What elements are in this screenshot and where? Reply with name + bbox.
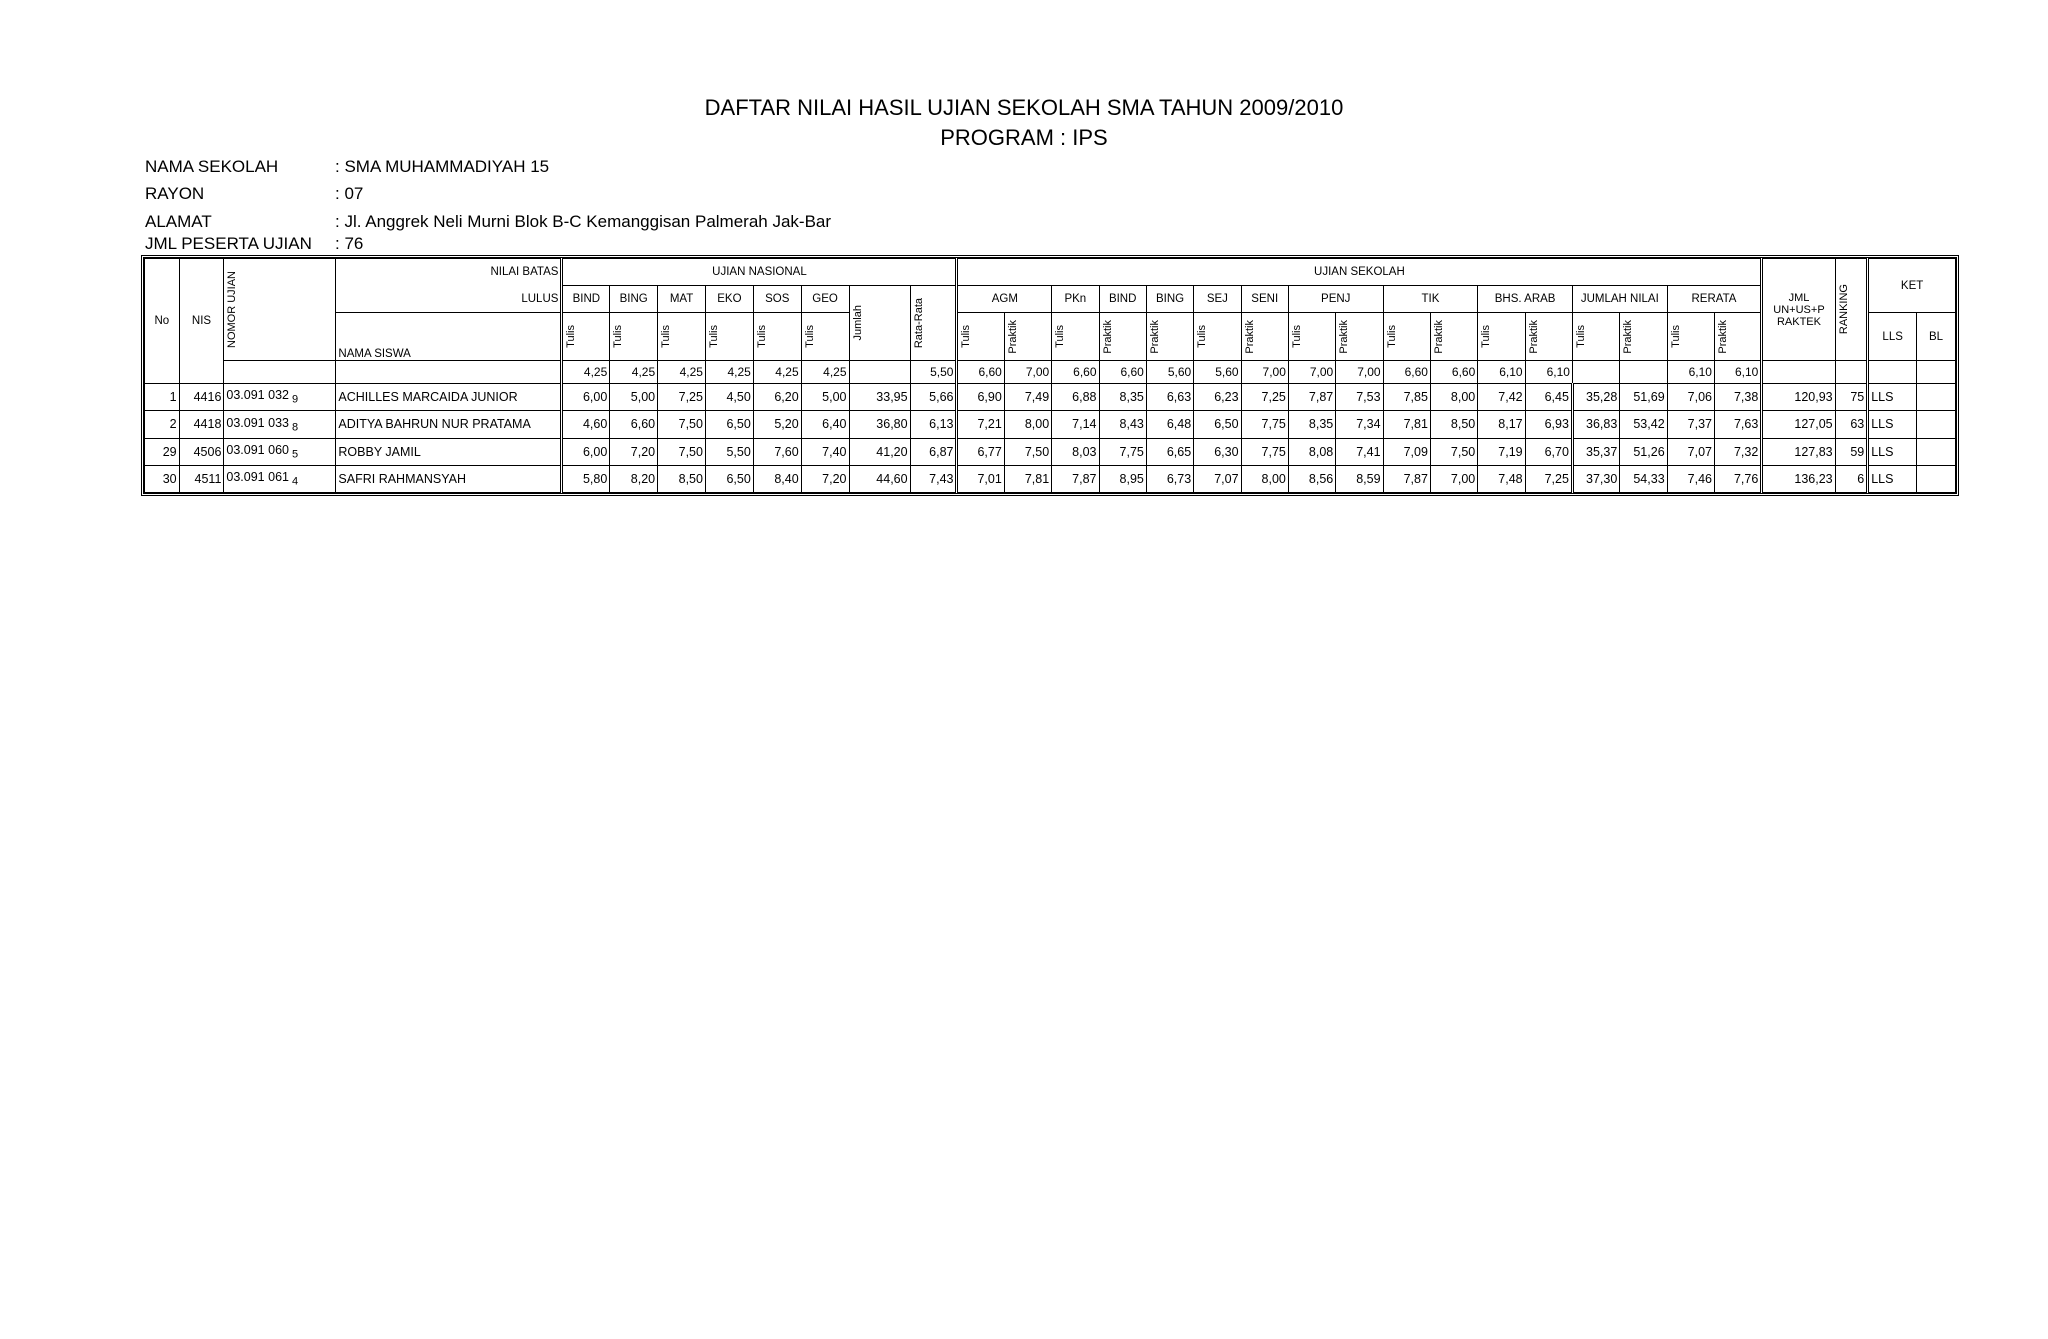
us-score: 7,46	[1667, 465, 1714, 492]
batas-value: 6,60	[957, 361, 1004, 384]
us-subject-header: RERATA	[1667, 286, 1762, 313]
us-score: 7,07	[1194, 465, 1241, 492]
row-lls: LLS	[1868, 411, 1917, 438]
us-score: 35,37	[1572, 438, 1619, 465]
un-score: 7,50	[658, 438, 706, 465]
un-score: 8,50	[658, 465, 706, 492]
un-score: 4,60	[562, 411, 610, 438]
us-score: 7,38	[1714, 384, 1761, 411]
un-score: 5,00	[610, 384, 658, 411]
row-nama: ROBBY JAMIL	[336, 438, 562, 465]
row-no: 1	[145, 384, 180, 411]
us-score: 8,95	[1099, 465, 1146, 492]
us-score: 6,65	[1146, 438, 1193, 465]
batas-value: 6,60	[1430, 361, 1477, 384]
col-header-rata	[910, 286, 957, 361]
program-title: PROGRAM : IPS	[940, 125, 1108, 150]
row-no: 29	[145, 438, 180, 465]
batas-value: 7,00	[1336, 361, 1383, 384]
us-score: 6,23	[1194, 384, 1241, 411]
row-lls: LLS	[1868, 438, 1917, 465]
ranking-label: RANKING	[1837, 284, 1850, 335]
un-score: 7,20	[610, 438, 658, 465]
row-nomor-ujian	[224, 465, 336, 492]
row-jml: 127,83	[1762, 438, 1835, 465]
us-score: 6,30	[1194, 438, 1241, 465]
us-score: 7,01	[957, 465, 1004, 492]
type-label: Praktik	[1148, 319, 1161, 354]
type-label: Tulis	[1480, 325, 1493, 348]
info-address: ALAMAT : Jl. Anggrek Neli Murni Blok B-C Kemanggisan Palmerah Jak-Bar	[145, 212, 832, 231]
col-header-ujian-nasional: UJIAN NASIONAL	[562, 259, 957, 286]
un-subject-header: MAT	[658, 286, 706, 313]
nomor-ujian: 03.091 033	[226, 415, 289, 430]
col-header-jumlah	[849, 286, 910, 361]
nomor-ujian-suffix: 4	[288, 475, 299, 488]
row-nomor-ujian	[224, 411, 336, 438]
un-score: 6,00	[562, 384, 610, 411]
us-score: 7,81	[1004, 465, 1051, 492]
us-score: 7,21	[957, 411, 1004, 438]
tulis-label: Tulis	[707, 325, 720, 348]
us-score: 7,37	[1667, 411, 1714, 438]
type-label: Tulis	[1669, 325, 1682, 348]
us-subject-header: AGM	[957, 286, 1052, 313]
batas-value	[1620, 361, 1667, 384]
blank-cell	[1917, 361, 1956, 384]
type-label: Tulis	[1290, 325, 1303, 348]
jumlah-label: Jumlah	[851, 305, 864, 341]
row-nama: ADITYA BAHRUN NUR PRATAMA	[336, 411, 562, 438]
un-score: 5,20	[753, 411, 801, 438]
us-subject-header: BHS. ARAB	[1478, 286, 1573, 313]
col-header-no: No	[145, 259, 180, 384]
batas-value: 4,25	[753, 361, 801, 384]
us-type-header	[1572, 313, 1619, 361]
batas-value: 6,10	[1478, 361, 1525, 384]
us-score: 7,41	[1336, 438, 1383, 465]
un-score: 6,40	[801, 411, 849, 438]
type-label: Praktik	[1101, 319, 1114, 354]
us-score: 7,87	[1383, 465, 1430, 492]
us-score: 6,90	[957, 384, 1004, 411]
row-rata: 7,43	[910, 465, 957, 492]
un-subject-header: GEO	[801, 286, 849, 313]
us-score: 7,48	[1478, 465, 1525, 492]
tulis-label: Tulis	[803, 325, 816, 348]
us-score: 7,75	[1099, 438, 1146, 465]
blank-cell	[1868, 361, 1917, 384]
us-type-header	[1667, 313, 1714, 361]
us-score: 6,45	[1525, 384, 1572, 411]
us-score: 8,59	[1336, 465, 1383, 492]
us-score: 6,77	[957, 438, 1004, 465]
blank-cell	[224, 361, 336, 384]
nomor-ujian: 03.091 032	[226, 388, 289, 403]
row-bl	[1917, 411, 1956, 438]
col-header-ranking	[1835, 259, 1868, 361]
row-jml: 127,05	[1762, 411, 1835, 438]
batas-value: 4,25	[610, 361, 658, 384]
info-rayon: RAYON : 07	[145, 184, 364, 203]
row-jumlah: 36,80	[849, 411, 910, 438]
table-row	[145, 384, 1956, 411]
batas-value: 4,25	[562, 361, 610, 384]
us-score: 8,56	[1288, 465, 1335, 492]
col-header-lls: LLS	[1868, 313, 1917, 361]
tulis-label: Tulis	[612, 325, 625, 348]
us-type-header	[1052, 313, 1099, 361]
col-header-nama: NAMA SISWA	[336, 313, 562, 361]
type-label: Tulis	[1196, 325, 1209, 348]
nomor-ujian-suffix: 9	[288, 393, 299, 406]
us-score: 51,26	[1620, 438, 1667, 465]
us-score: 51,69	[1620, 384, 1667, 411]
us-type-header	[1004, 313, 1051, 361]
us-score: 6,48	[1146, 411, 1193, 438]
type-label: Praktik	[1527, 319, 1540, 354]
col-header-jml: JML UN+US+P RAKTEK	[1762, 259, 1835, 361]
us-score: 37,30	[1572, 465, 1619, 492]
row-ranking: 6	[1835, 465, 1868, 492]
us-score: 7,25	[1525, 465, 1572, 492]
us-score: 7,75	[1241, 411, 1288, 438]
us-score: 7,00	[1430, 465, 1477, 492]
batas-value: 4,25	[658, 361, 706, 384]
rata-label: Rata-Rata	[912, 297, 925, 349]
us-score: 6,70	[1525, 438, 1572, 465]
un-type-header	[610, 313, 658, 361]
un-score: 6,00	[562, 438, 610, 465]
us-subject-header: PENJ	[1288, 286, 1383, 313]
us-score: 7,34	[1336, 411, 1383, 438]
us-type-header	[1241, 313, 1288, 361]
us-type-header	[1620, 313, 1667, 361]
un-subject-header: BIND	[562, 286, 610, 313]
table-row	[145, 438, 1956, 465]
row-lls: LLS	[1868, 384, 1917, 411]
type-label: Praktik	[1243, 319, 1256, 354]
un-score: 5,00	[801, 384, 849, 411]
batas-value: 7,00	[1004, 361, 1051, 384]
nomor-ujian-suffix: 5	[288, 448, 299, 461]
us-type-header	[957, 313, 1004, 361]
row-bl	[1917, 384, 1956, 411]
un-subject-header: SOS	[753, 286, 801, 313]
row-jml: 120,93	[1762, 384, 1835, 411]
batas-rata: 5,50	[910, 361, 957, 384]
us-subject-header: BING	[1146, 286, 1193, 313]
tulis-label: Tulis	[565, 325, 578, 348]
un-score: 4,50	[705, 384, 753, 411]
batas-value	[1572, 361, 1619, 384]
row-nis: 4511	[179, 465, 224, 492]
row-rata: 6,87	[910, 438, 957, 465]
col-header-nis: NIS	[179, 259, 224, 384]
grades-table-wrapper	[141, 255, 1959, 496]
us-type-header	[1383, 313, 1430, 361]
us-score: 36,83	[1572, 411, 1619, 438]
us-type-header	[1099, 313, 1146, 361]
us-score: 6,73	[1146, 465, 1193, 492]
row-jml: 136,23	[1762, 465, 1835, 492]
un-type-header	[753, 313, 801, 361]
info-school: NAMA SEKOLAH : SMA MUHAMMADIYAH 15	[145, 157, 550, 176]
us-score: 7,07	[1667, 438, 1714, 465]
type-label: Tulis	[1385, 325, 1398, 348]
us-score: 8,00	[1004, 411, 1051, 438]
col-header-ket: KET	[1868, 259, 1956, 313]
un-subject-header: EKO	[705, 286, 753, 313]
us-score: 8,35	[1099, 384, 1146, 411]
type-label: Tulis	[1574, 325, 1587, 348]
row-no: 2	[145, 411, 180, 438]
batas-value: 7,00	[1288, 361, 1335, 384]
document-title: DAFTAR NILAI HASIL UJIAN SEKOLAH SMA TAHUN 2009/2010	[704, 95, 1344, 120]
us-score: 7,25	[1241, 384, 1288, 411]
us-score: 8,35	[1288, 411, 1335, 438]
us-score: 7,87	[1052, 465, 1099, 492]
un-score: 7,40	[801, 438, 849, 465]
un-score: 7,50	[658, 411, 706, 438]
col-header-bl: BL	[1917, 313, 1956, 361]
us-score: 8,00	[1241, 465, 1288, 492]
us-subject-header: TIK	[1383, 286, 1478, 313]
us-subject-header: BIND	[1099, 286, 1146, 313]
us-score: 7,14	[1052, 411, 1099, 438]
blank-cell	[849, 361, 910, 384]
us-score: 6,93	[1525, 411, 1572, 438]
row-jumlah: 41,20	[849, 438, 910, 465]
col-header-ujian-sekolah: UJIAN SEKOLAH	[957, 259, 1762, 286]
un-type-header	[562, 313, 610, 361]
nomor-ujian: 03.091 061	[226, 470, 289, 485]
us-score: 8,00	[1430, 384, 1477, 411]
row-rata: 6,13	[910, 411, 957, 438]
us-score: 7,63	[1714, 411, 1761, 438]
blank-cell	[1762, 361, 1835, 384]
tulis-label: Tulis	[660, 325, 673, 348]
us-score: 7,76	[1714, 465, 1761, 492]
row-bl	[1917, 438, 1956, 465]
us-type-header	[1336, 313, 1383, 361]
blank-cell	[336, 361, 562, 384]
row-ranking: 63	[1835, 411, 1868, 438]
un-score: 6,50	[705, 411, 753, 438]
us-score: 8,03	[1052, 438, 1099, 465]
us-subject-header: PKn	[1052, 286, 1099, 313]
blank-cell	[1835, 361, 1868, 384]
row-nomor-ujian	[224, 438, 336, 465]
us-score: 54,33	[1620, 465, 1667, 492]
un-score: 8,20	[610, 465, 658, 492]
type-label: Praktik	[1432, 319, 1445, 354]
us-subject-header: JUMLAH NILAI	[1572, 286, 1667, 313]
un-score: 7,60	[753, 438, 801, 465]
info-participants: JML PESERTA UJIAN : 76	[145, 234, 364, 253]
row-nis: 4418	[179, 411, 224, 438]
us-score: 7,81	[1383, 411, 1430, 438]
batas-value: 4,25	[801, 361, 849, 384]
row-nama: SAFRI RAHMANSYAH	[336, 465, 562, 492]
us-type-header	[1146, 313, 1193, 361]
us-score: 7,09	[1383, 438, 1430, 465]
col-header-nomor-ujian	[224, 259, 336, 361]
us-subject-header: SENI	[1241, 286, 1288, 313]
batas-value: 5,60	[1146, 361, 1193, 384]
tulis-label: Tulis	[755, 325, 768, 348]
un-score: 5,50	[705, 438, 753, 465]
us-score: 53,42	[1620, 411, 1667, 438]
un-score: 7,20	[801, 465, 849, 492]
us-score: 6,63	[1146, 384, 1193, 411]
row-no: 30	[145, 465, 180, 492]
us-score: 6,88	[1052, 384, 1099, 411]
us-score: 7,49	[1004, 384, 1051, 411]
nomor-ujian-suffix: 8	[288, 421, 299, 434]
grades-table	[144, 258, 1956, 493]
batas-value: 7,00	[1241, 361, 1288, 384]
row-jumlah: 44,60	[849, 465, 910, 492]
batas-value: 6,60	[1099, 361, 1146, 384]
un-score: 6,50	[705, 465, 753, 492]
batas-value: 6,10	[1714, 361, 1761, 384]
type-label: Praktik	[1622, 319, 1635, 354]
un-score: 8,40	[753, 465, 801, 492]
nomor-ujian-label: NOMOR UJIAN	[226, 271, 239, 348]
us-type-header	[1194, 313, 1241, 361]
us-type-header	[1478, 313, 1525, 361]
un-score: 5,80	[562, 465, 610, 492]
un-score: 6,60	[610, 411, 658, 438]
batas-value: 6,60	[1383, 361, 1430, 384]
nomor-ujian: 03.091 060	[226, 442, 289, 457]
us-score: 8,50	[1430, 411, 1477, 438]
us-score: 6,50	[1194, 411, 1241, 438]
table-row	[145, 465, 1956, 492]
un-type-header	[705, 313, 753, 361]
un-type-header	[801, 313, 849, 361]
row-nomor-ujian	[224, 384, 336, 411]
row-jumlah: 33,95	[849, 384, 910, 411]
batas-value: 4,25	[705, 361, 753, 384]
un-score: 7,25	[658, 384, 706, 411]
us-score: 8,43	[1099, 411, 1146, 438]
row-ranking: 75	[1835, 384, 1868, 411]
batas-value: 5,60	[1194, 361, 1241, 384]
type-label: Praktik	[1006, 319, 1019, 354]
us-score: 7,50	[1004, 438, 1051, 465]
row-bl	[1917, 465, 1956, 492]
type-label: Tulis	[960, 325, 973, 348]
col-header-nilai-batas: NILAI BATAS	[336, 259, 562, 286]
us-score: 7,06	[1667, 384, 1714, 411]
row-rata: 5,66	[910, 384, 957, 411]
type-label: Praktik	[1338, 319, 1351, 354]
un-subject-header: BING	[610, 286, 658, 313]
us-score: 7,50	[1430, 438, 1477, 465]
us-score: 7,42	[1478, 384, 1525, 411]
us-score: 8,08	[1288, 438, 1335, 465]
row-ranking: 59	[1835, 438, 1868, 465]
row-lls: LLS	[1868, 465, 1917, 492]
us-type-header	[1714, 313, 1761, 361]
us-type-header	[1430, 313, 1477, 361]
us-score: 7,32	[1714, 438, 1761, 465]
un-score: 6,20	[753, 384, 801, 411]
batas-value: 6,10	[1525, 361, 1572, 384]
us-score: 8,17	[1478, 411, 1525, 438]
us-score: 7,19	[1478, 438, 1525, 465]
us-score: 7,53	[1336, 384, 1383, 411]
us-type-header	[1288, 313, 1335, 361]
table-row	[145, 411, 1956, 438]
us-type-header	[1525, 313, 1572, 361]
col-header-lulus: LULUS	[336, 286, 562, 313]
us-score: 7,87	[1288, 384, 1335, 411]
type-label: Praktik	[1716, 319, 1729, 354]
us-score: 7,75	[1241, 438, 1288, 465]
un-type-header	[658, 313, 706, 361]
row-nis: 4506	[179, 438, 224, 465]
batas-value: 6,10	[1667, 361, 1714, 384]
row-nama: ACHILLES MARCAIDA JUNIOR	[336, 384, 562, 411]
us-score: 7,85	[1383, 384, 1430, 411]
row-nis: 4416	[179, 384, 224, 411]
us-subject-header: SEJ	[1194, 286, 1241, 313]
batas-value: 6,60	[1052, 361, 1099, 384]
us-score: 35,28	[1572, 384, 1619, 411]
type-label: Tulis	[1054, 325, 1067, 348]
